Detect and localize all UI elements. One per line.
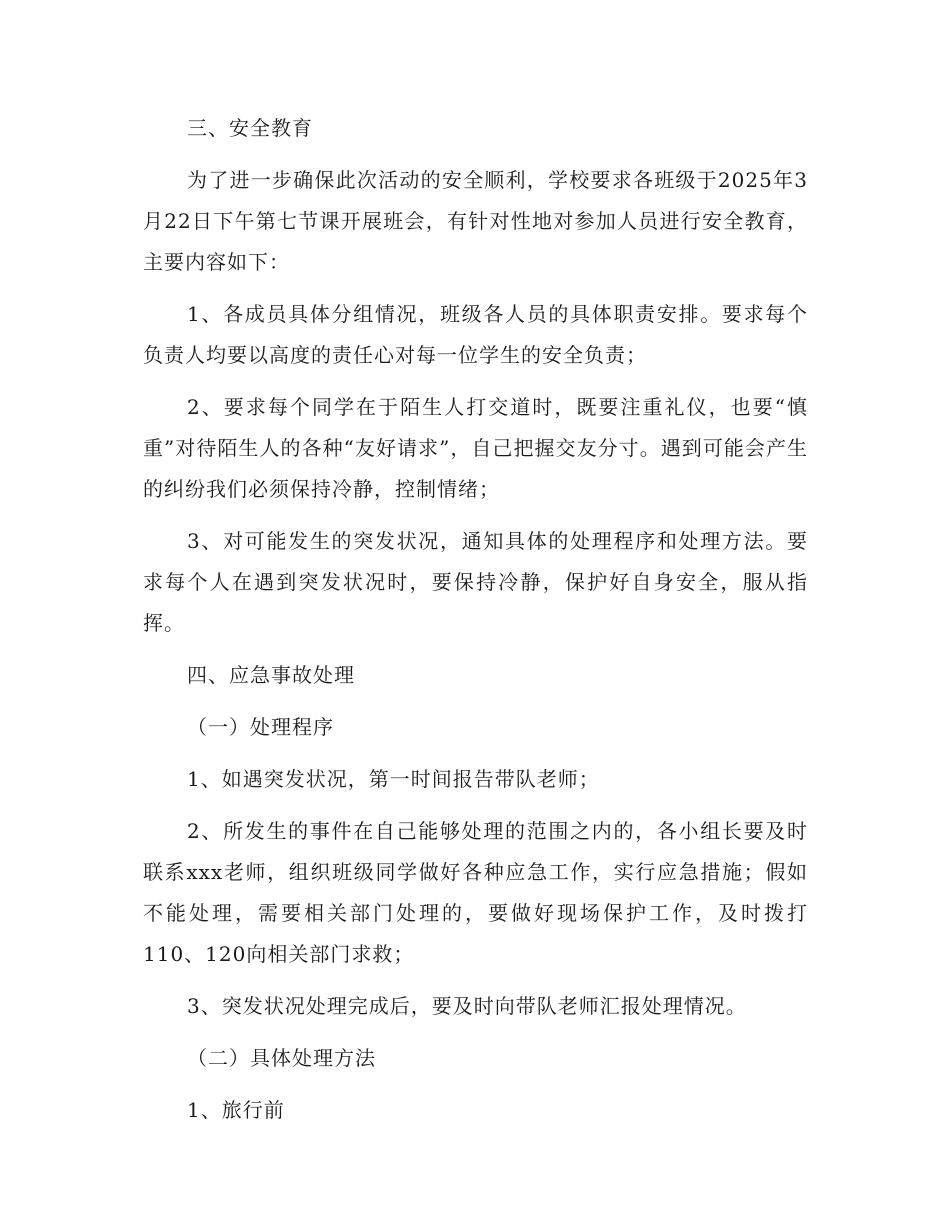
section-heading-safety-education: 三、安全教育 (187, 116, 313, 140)
procedure-item-3: 3、突发状况处理完成后，要及时向带队老师汇报处理情况。 (187, 994, 747, 1018)
subheading-procedure: （一）处理程序 (187, 715, 334, 739)
section-heading-emergency-handling: 四、应急事故处理 (187, 663, 355, 687)
subheading-methods: （二）具体处理方法 (187, 1046, 376, 1070)
safety-item-2: 2、要求每个同学在于陌生人打交道时，既要注重礼仪，也要“慎重”对待陌生人的各种“友好请求”，自己把握交友分寸。遇到可能会产生的纠纷我们必须保持冷静，控制情绪； (143, 395, 808, 501)
procedure-item-2: 2、所发生的事件在自己能够处理的范围之内的，各小组长要及时联系xxx老师，组织班级同学做好各种应急工作，实行应急措施；假如不能处理，需要相关部门处理的，要做好现场保护工作，及时拨打110、120向相关部门求救； (143, 819, 808, 966)
document-body (143, 108, 808, 1142)
procedure-item-1: 1、如遇突发状况，第一时间报告带队老师； (187, 767, 600, 791)
methods-item-1: 1、旅行前 (187, 1098, 285, 1122)
safety-item-3: 3、对可能发生的突发状况，通知具体的处理程序和处理方法。要求每个人在遇到突发状况时，要保持冷静，保护好自身安全，服从指挥。 (143, 529, 808, 635)
safety-intro-paragraph: 为了进一步确保此次活动的安全顺利，学校要求各班级于2025年3月22日下午第七节课开展班会，有针对性地对参加人员进行安全教育，主要内容如下： (143, 168, 808, 274)
safety-item-1: 1、各成员具体分组情况，班级各人员的具体职责安排。要求每个负责人均要以高度的责任心对每一位学生的安全负责； (143, 302, 808, 367)
